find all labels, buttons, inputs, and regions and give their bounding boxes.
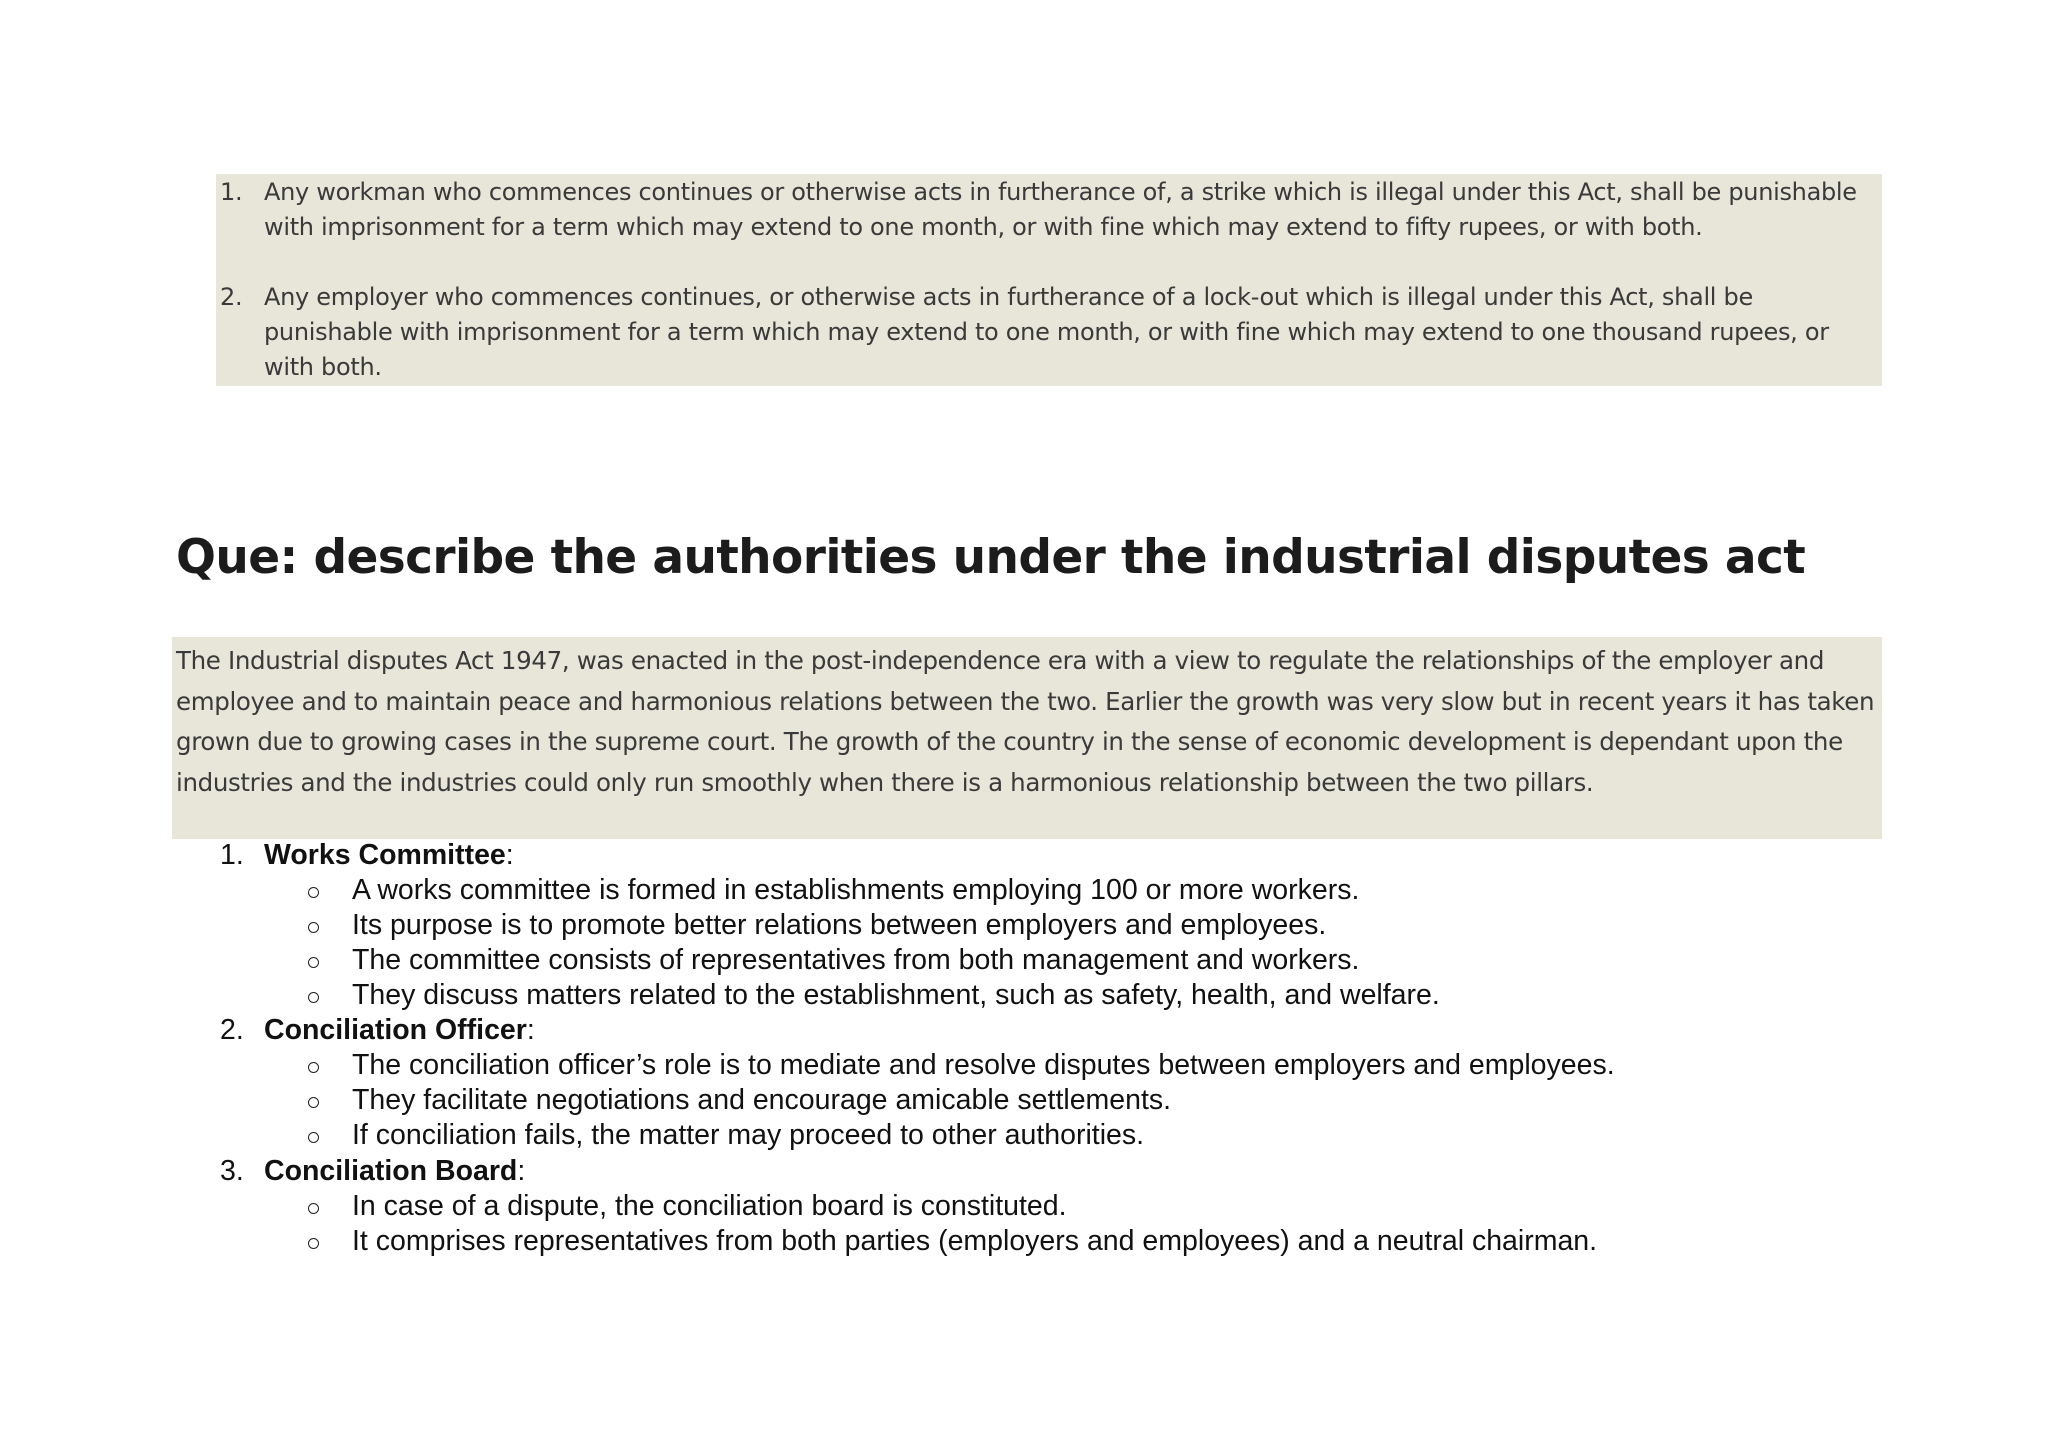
authority-title [264,838,514,873]
hollow-bullet-icon [308,1118,322,1153]
penalties-list [216,174,1882,386]
question-heading: Que: describe the authorities under the industrial disputes act [176,530,1806,585]
sub-point-text: In case of a dispute, the conciliation board is constituted. [352,1190,1067,1222]
hollow-bullet-icon [308,1189,322,1224]
authority-title-text: Conciliation Officer [264,1014,527,1046]
sub-point-text: They discuss matters related to the establishment, such as safety, health, and welfare. [352,979,1440,1011]
list-number: 2. [220,283,243,311]
intro-paragraph: The Industrial disputes Act 1947, was enacted in the post-independence era with a view to regulate the relationships of the employer and employee and to maintain peace and harmonious relations between the two. Earlier the growth was very slow but in recent years it has taken grown due to growing cases in the supreme court. The growth of the country in the sense of economic development is dependant upon the industries and the industries could only run smoothly when there is a harmonious relationship between the two pillars. [176,646,1875,797]
hollow-bullet-icon [308,943,322,978]
penalty-text: Any workman who commences continues or otherwise acts in furtherance of, a strike which is illegal under this Act, shall be punishable with imprisonment for a term which may extend to one month, or with fine which may extend to fifty rupees, or with both. [264,178,1857,241]
sub-point-text: A works committee is formed in establishments employing 100 or more workers. [352,874,1360,906]
authority-title-text: Conciliation Board [264,1155,518,1187]
penalty-text: Any employer who commences continues, or otherwise acts in furtherance of a lock-out which is illegal under this Act, shall be punishable with imprisonment for a term which may extend to one month, or with fine which may extend to one thousand rupees, or with both. [264,283,1829,381]
sub-point-text: It comprises representatives from both parties (employers and employees) and a neutral chairman. [352,1225,1598,1257]
sub-point-text: The committee consists of representatives from both management and workers. [352,944,1360,976]
hollow-bullet-icon [308,1083,322,1118]
list-number: 3. [220,1155,244,1187]
authority-title-suffix: : [517,1155,526,1187]
hollow-bullet-icon [308,1224,322,1259]
authority-title [264,1154,525,1189]
intro-block [172,637,1882,839]
sub-point-text: They facilitate negotiations and encourage amicable settlements. [352,1084,1172,1116]
hollow-bullet-icon [308,978,322,1013]
hollow-bullet-icon [308,1048,322,1083]
authority-title-text: Works Committee [264,839,506,871]
sub-point-text: Its purpose is to promote better relations between employers and employees. [352,909,1327,941]
hollow-bullet-icon [308,873,322,908]
hollow-bullet-icon [308,908,322,943]
authority-title [264,1013,535,1048]
sub-point-text: If conciliation fails, the matter may proceed to other authorities. [352,1119,1145,1151]
list-number: 2. [220,1014,244,1046]
authority-title-suffix: : [526,1014,535,1046]
authority-title-suffix: : [505,839,514,871]
list-number: 1. [220,839,244,871]
sub-point-text: The conciliation officer’s role is to mediate and resolve disputes between employers and employees. [352,1049,1615,1081]
list-number: 1. [220,178,243,206]
